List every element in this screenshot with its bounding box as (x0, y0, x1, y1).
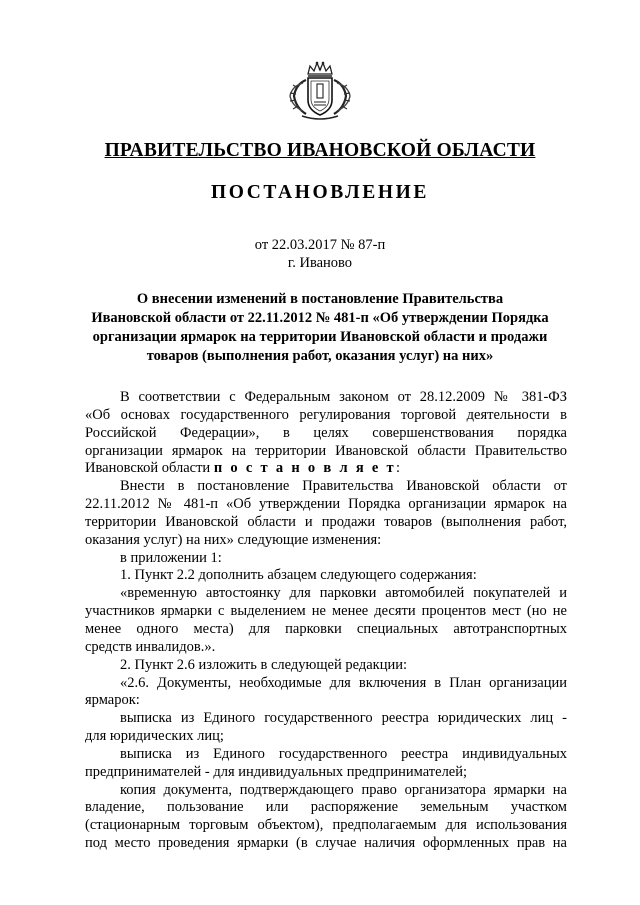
body-line: оказания услуг) на них» следующие изменения: (85, 531, 382, 548)
body-line: средств инвалидов.». (85, 638, 216, 655)
document-date-number: от 22.03.2017 № 87-п (254, 237, 386, 253)
subject-line: товаров (выполнения работ, оказания услуг) на них» (146, 348, 494, 364)
body-line: владение, пользование или распоряжение земельным участком (85, 799, 567, 816)
body-line: 22.11.2012 № 481-п «Об утверждении Порядка организации ярмарок на (85, 496, 567, 513)
body-line: «2.6. Документы, необходимые для включения в План организации (120, 674, 567, 691)
subject-line: О внесении изменений в постановление Правительства (136, 291, 504, 307)
body-line: 2. Пункт 2.6 изложить в следующей редакции: (120, 656, 408, 673)
resolves-word: п о с т а н о в л я е т (213, 460, 396, 477)
body-line: ярмарок: (85, 692, 140, 709)
document-city: г. Иваново (287, 255, 353, 271)
body-line: участников ярмарки с выделением не менее десяти процентов мест (но не (85, 603, 567, 620)
body-line: предпринимателей - для индивидуальных предпринимателей; (85, 763, 468, 780)
body-line: для юридических лиц; (85, 728, 224, 745)
body-line: Внести в постановление Правительства Ивановской области от (120, 478, 567, 495)
body-line: «Об основах государственного регулирования торговой деятельности в (85, 406, 567, 423)
subject-line: организации ярмарок на территории Ивановской области и продажи (92, 329, 548, 345)
body-line: 1. Пункт 2.2 дополнить абзацем следующего содержания: (120, 567, 477, 584)
body-line: менее одного места) для парковки специальных автотранспортных (85, 620, 567, 637)
government-title: ПРАВИТЕЛЬСТВО ИВАНОВСКОЙ ОБЛАСТИ (104, 140, 536, 161)
body-line: (стационарным торговым объектом), предполагаемым для использования (85, 817, 567, 834)
body-line (85, 460, 567, 478)
body-line: территории Ивановской области и продажи товаров (выполнения работ, (85, 513, 567, 530)
body-line: выписка из Единого государственного реестра юридических лиц - (120, 710, 567, 727)
body-line: в приложении 1: (120, 549, 222, 566)
body-line: «временную автостоянку для парковки автомобилей покупателей и (120, 585, 567, 602)
document-subject (70, 290, 570, 366)
body-line: под место проведения ярмарки (в случае наличия оформленных прав на (85, 835, 567, 852)
body-line: В соответствии с Федеральным законом от 28.12.2009 № 381-ФЗ (120, 389, 567, 405)
body-line: Российской Федерации», в целях совершенствования порядка (85, 424, 567, 441)
body-line: организации ярмарок на территории Ивановской области Правительство (85, 442, 567, 459)
document-type: ПОСТАНОВЛЕНИЕ (210, 182, 430, 203)
body-text: Ивановской области (85, 460, 211, 477)
body-line: копия документа, подтверждающего право организатора ярмарки на (120, 781, 567, 798)
ivanovo-coat-of-arms-icon (284, 60, 356, 122)
document-body (85, 389, 567, 853)
body-text: : (395, 460, 401, 477)
body-line: выписка из Единого государственного реестра индивидуальных (120, 745, 567, 762)
subject-line: Ивановской области от 22.11.2012 № 481-п «Об утверждении Порядка (91, 310, 549, 326)
